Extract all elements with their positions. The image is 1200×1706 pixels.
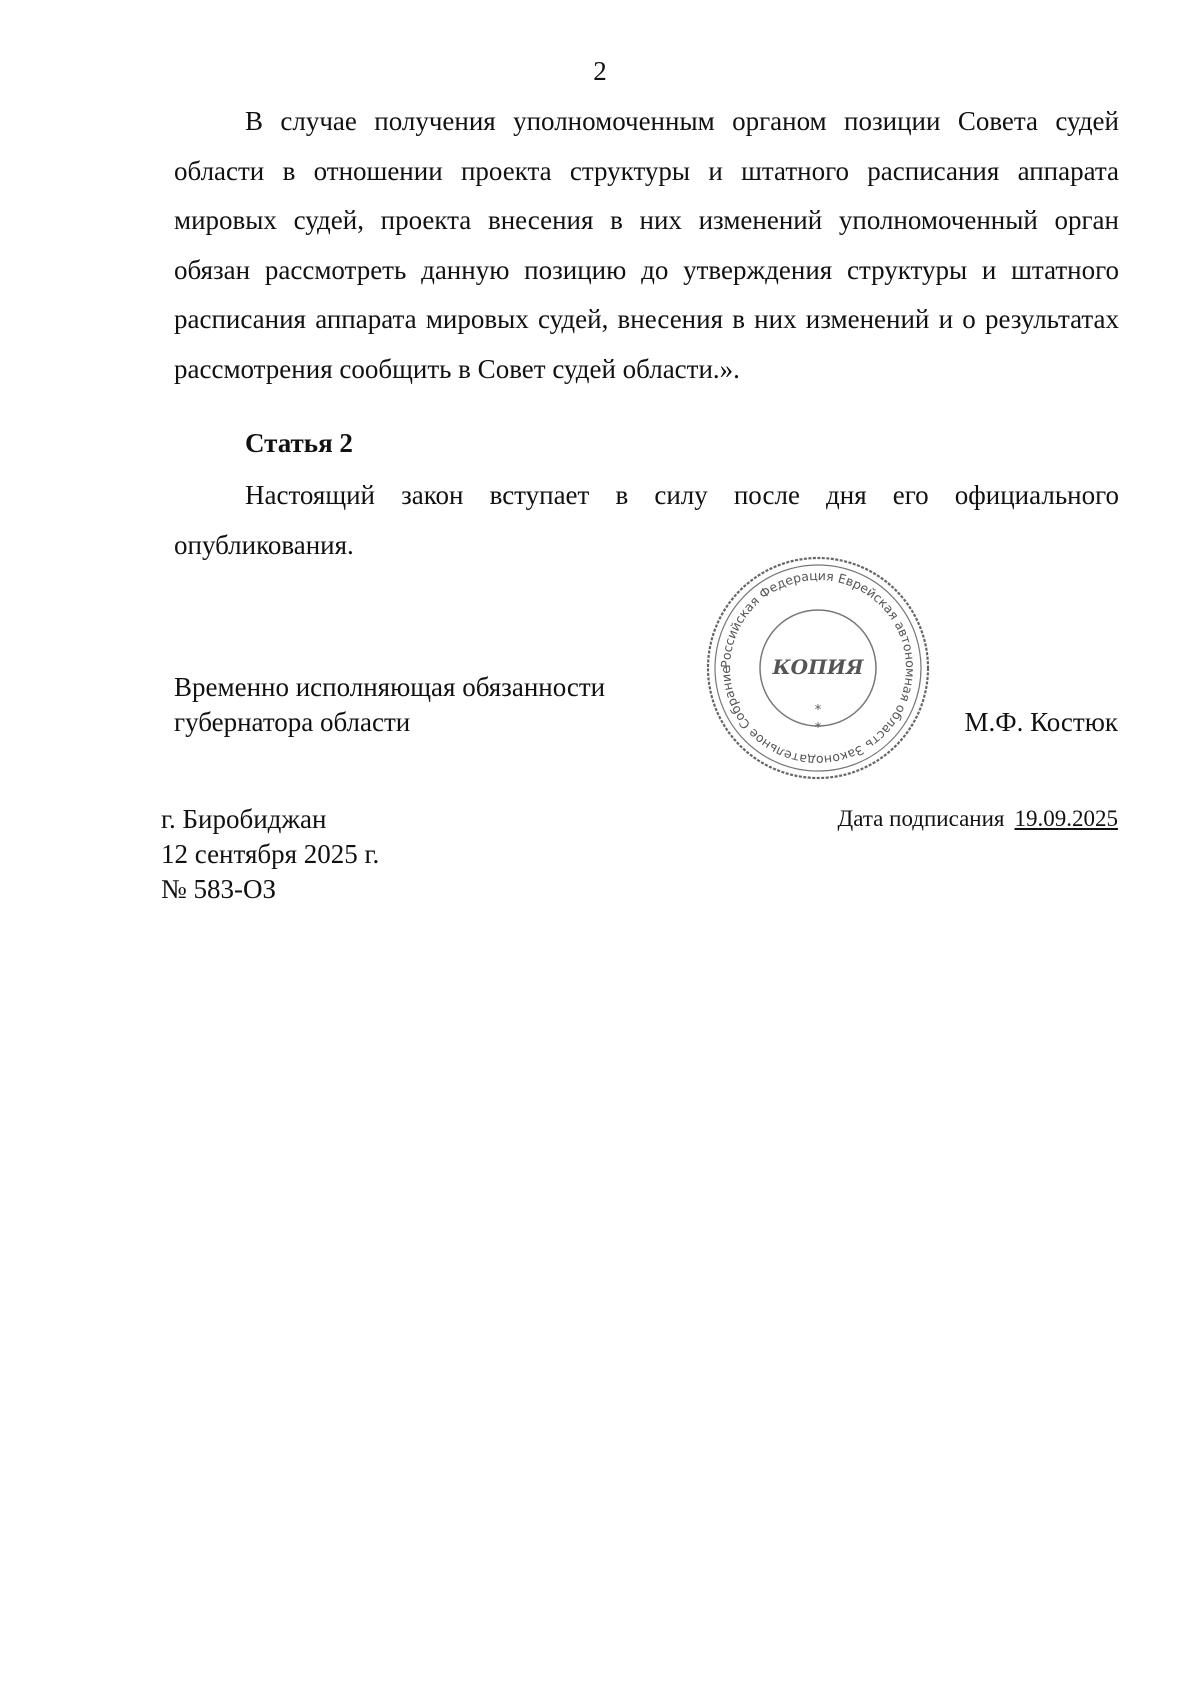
- law-number: № 583-ОЗ: [161, 874, 277, 904]
- stamp-ring-text: Российская Федерация Еврейская автономная область Законодательное Собрание: [717, 567, 919, 769]
- signer-title-line: Временно исполняющая обязанности: [174, 672, 606, 702]
- svg-text:*: *: [814, 703, 822, 718]
- signing-date: [838, 806, 1118, 832]
- signer-title-line: губернатора области: [174, 707, 411, 737]
- signer-title: [174, 670, 605, 740]
- official-stamp: [702, 552, 934, 784]
- page-number: 2: [593, 56, 607, 86]
- city: г. Биробиджан: [161, 804, 327, 834]
- body-paragraph: В случае получения уполномоченным органом позиции Совета судей области в отношении проекта структуры и штатного расписания аппарата мировых судей, проекта внесения в них изменений уполномоченный орган обязан рассмотреть данную позицию до утверждения структуры и штатного расписания аппарата мировых судей, внесения в них изменений и о результатах рассмотрения сообщить в Совет судей области.».: [174, 106, 1119, 384]
- body-paragraph: Настоящий закон вступает в силу после дня его официального опубликования.: [174, 480, 1119, 560]
- stamp-center-text: КОПИЯ: [772, 655, 864, 679]
- place-date-block: [161, 802, 379, 907]
- law-date: 12 сентября 2025 г.: [161, 839, 380, 869]
- signing-date-value: 19.09.2025: [1014, 806, 1118, 831]
- article-heading: Статья 2: [245, 428, 353, 458]
- svg-text:*: *: [814, 721, 822, 736]
- signing-date-label: Дата подписания: [837, 806, 1005, 831]
- signer-name: М.Ф. Костюк: [964, 707, 1118, 737]
